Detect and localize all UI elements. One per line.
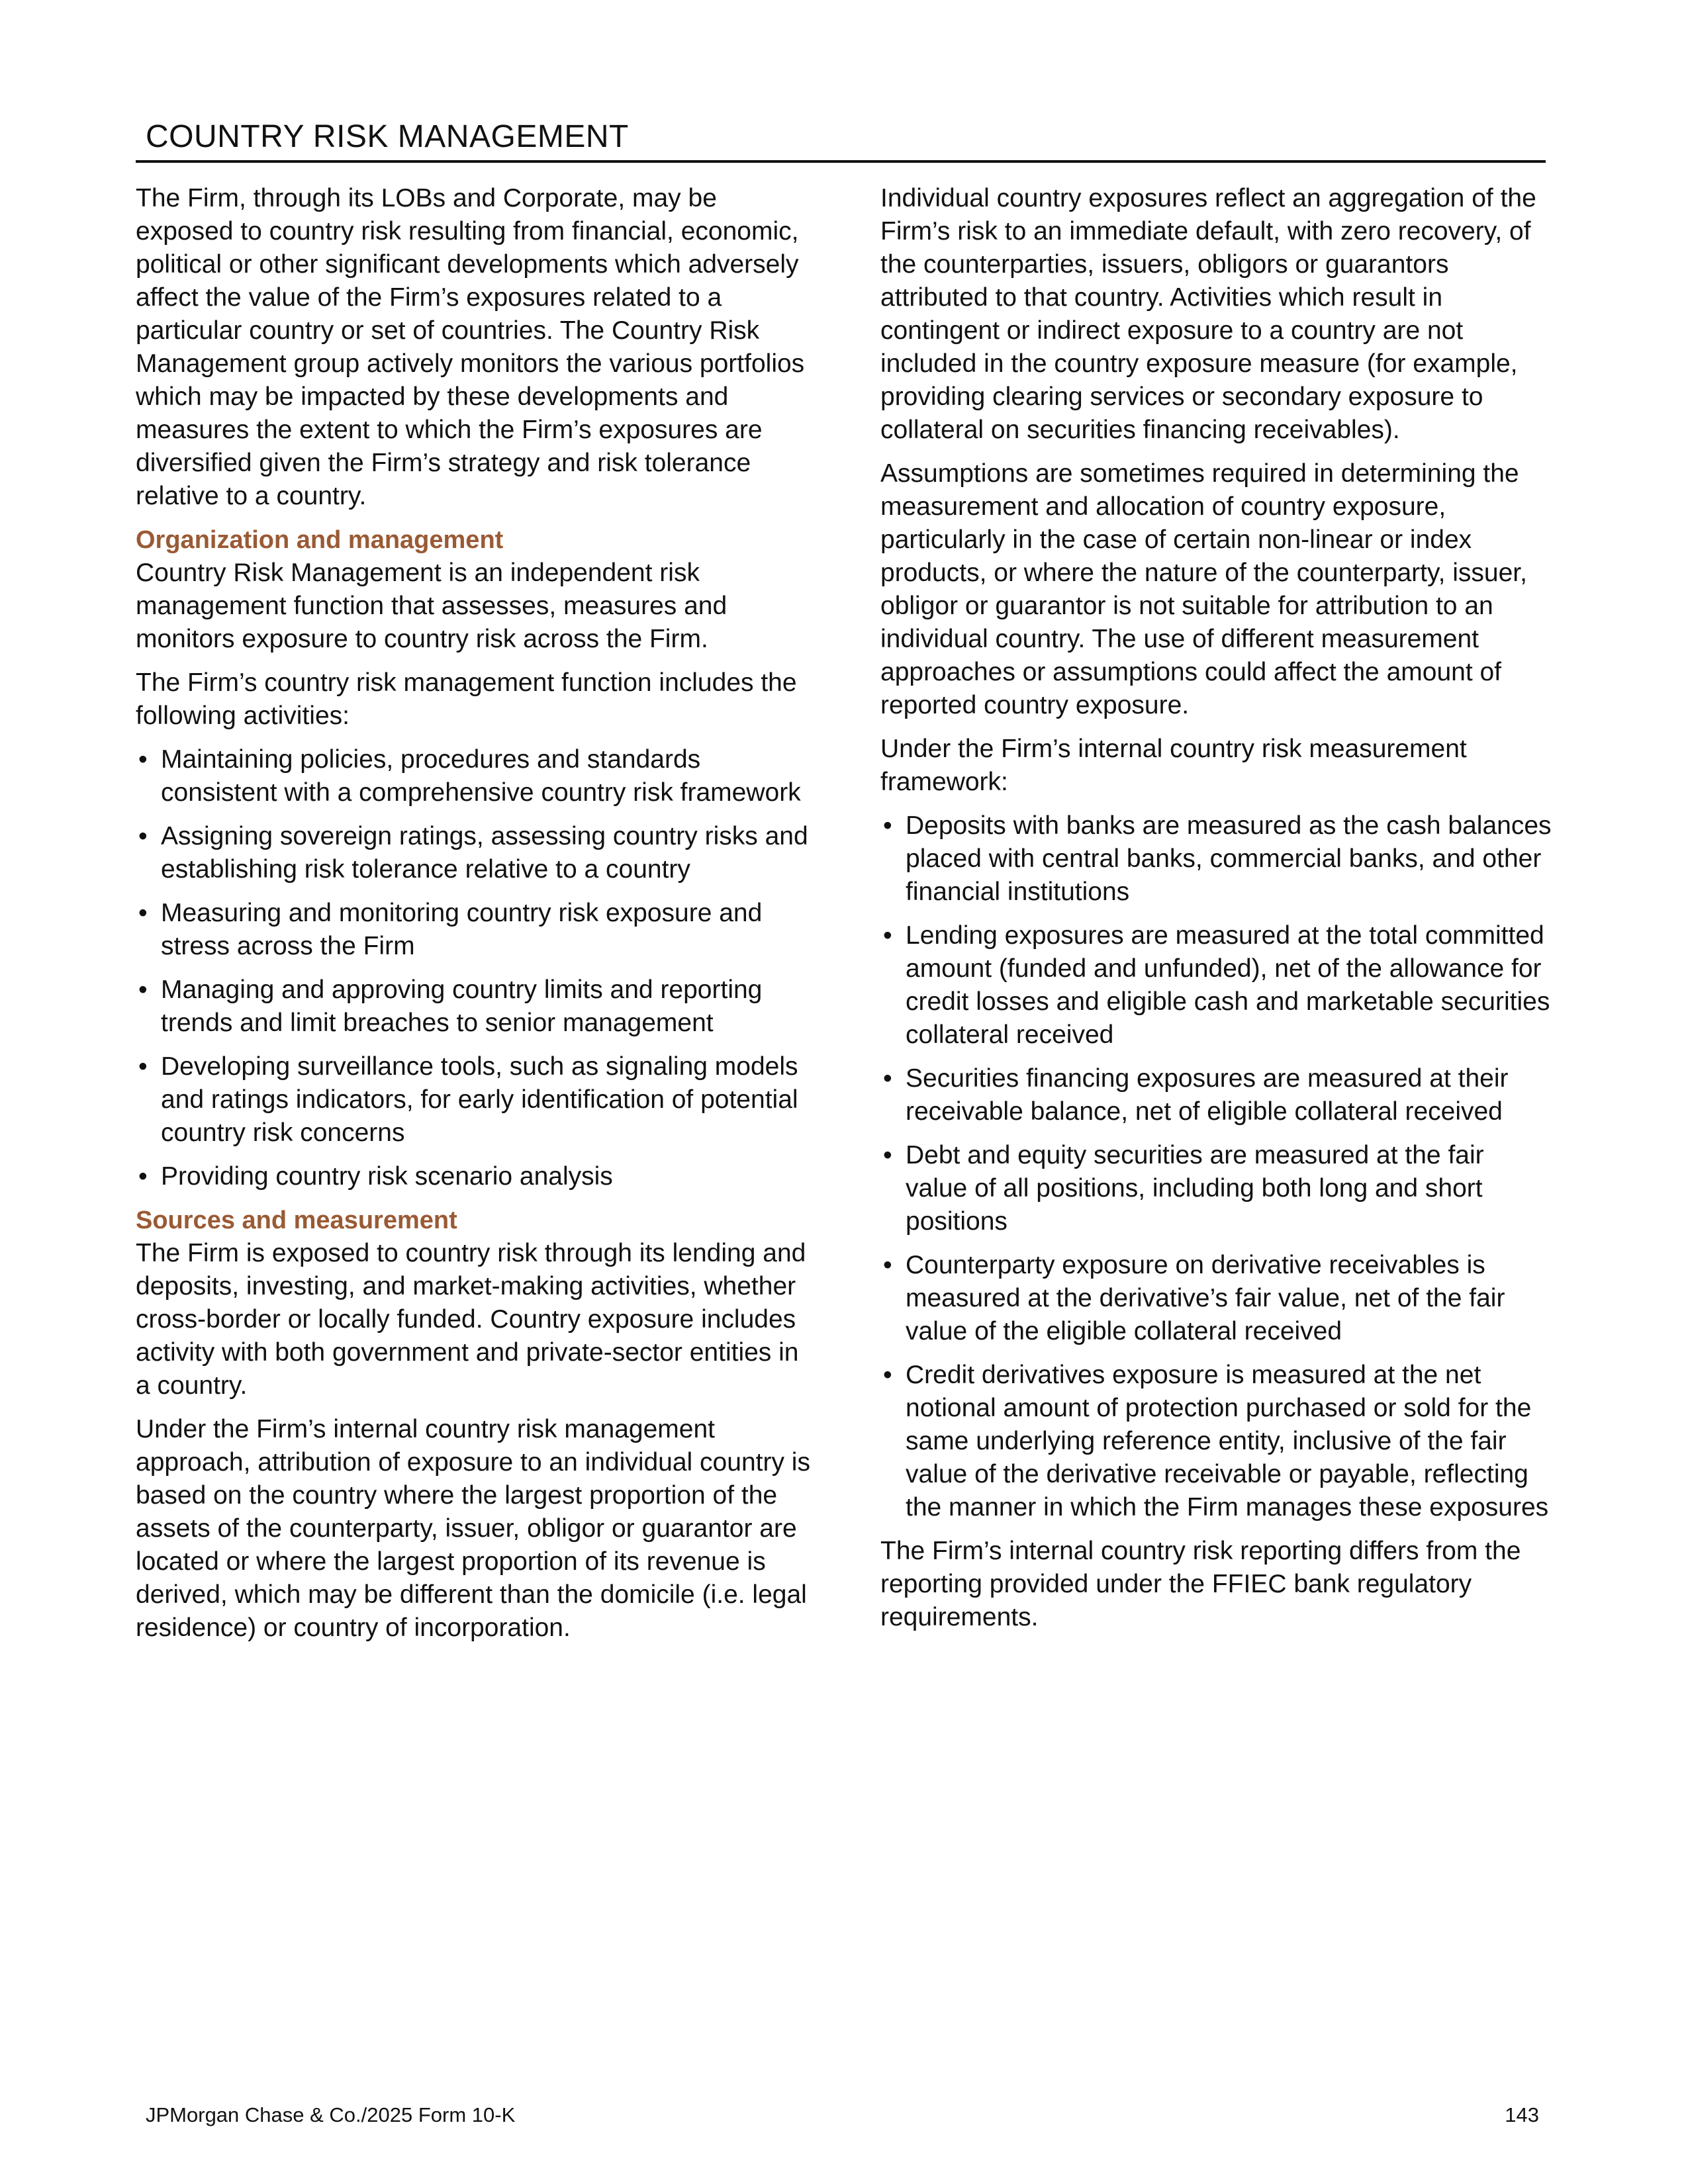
list-item (136, 897, 811, 963)
list-item-text: Deposits with banks are measured as the cash balances placed with central banks, commercial banks, and other financial institutions (906, 811, 1552, 906)
bullet-icon: • (138, 745, 148, 774)
list-item (136, 1160, 811, 1193)
list-item (136, 974, 811, 1040)
activities-intro-paragraph: The Firm’s country risk management function includes the following activities: (136, 668, 797, 730)
list-item (880, 1139, 1552, 1238)
bullet-icon: • (883, 1141, 892, 1169)
bullet-icon: • (138, 822, 148, 850)
page-title: COUNTRY RISK MANAGEMENT (146, 119, 629, 154)
footer-document-title: JPMorgan Chase & Co./2025 Form 10-K (146, 2103, 516, 2126)
list-item (880, 1062, 1552, 1128)
right-column (880, 182, 1552, 1645)
section-heading-organization: Organization and management (136, 526, 504, 554)
list-item-text: Maintaining policies, procedures and standards consistent with a comprehensive country risk framework (161, 745, 801, 807)
list-item-text: Lending exposures are measured at the total committed amount (funded and unfunded), net of the allowance for credit losses and eligible cash and marketable securities collateral received (906, 921, 1550, 1049)
list-item (880, 919, 1552, 1052)
list-item (136, 1050, 811, 1150)
bullet-icon: • (883, 811, 892, 840)
bullet-icon: • (138, 899, 148, 927)
list-item-text: Assigning sovereign ratings, assessing country risks and establishing risk tolerance relative to a country (161, 822, 808, 884)
list-item (880, 809, 1552, 909)
bullet-icon: • (883, 1064, 892, 1093)
framework-intro-paragraph: Under the Firm’s internal country risk measurement framework: (880, 735, 1467, 796)
intro-paragraph: The Firm, through its LOBs and Corporate, may be exposed to country risk resulting from financial, economic, political or other significant developments which adversely affect the value of the Firm’s exposures related to a particular country or set of countries. The Country Risk Management group actively monitors the various portfolios which may be impacted by these developments and measures the extent to which the Firm’s exposures are diversified given the Firm’s strategy and risk tolerance relative to a country. (136, 184, 805, 510)
list-item-text: Managing and approving country limits and reporting trends and limit breaches to senior management (161, 976, 763, 1037)
sources-paragraph: The Firm is exposed to country risk through its lending and deposits, investing, and market-making activities, whether cross-border or locally funded. Country exposure includes activity with both government and private-sector entities in a country. (136, 1239, 806, 1400)
individual-exposures-paragraph: Individual country exposures reflect an aggregation of the Firm’s risk to an immediate default, with zero recovery, of the counterparties, issuers, obligors or guarantors attributed to that country. Activities which result in contingent or indirect exposure to a country are not included in the country exposure measure (for example, providing clearing services or secondary exposure to collateral on securities financing receivables). (880, 184, 1536, 444)
page-header (136, 118, 1546, 163)
list-item-text: Measuring and monitoring country risk exposure and stress across the Firm (161, 899, 763, 960)
bullet-icon: • (883, 1251, 892, 1279)
list-item (136, 743, 811, 809)
list-item-text: Developing surveillance tools, such as signaling models and ratings indicators, for early identification of potential country risk concerns (161, 1052, 798, 1147)
list-item (136, 820, 811, 886)
bullet-icon: • (883, 1361, 892, 1389)
list-item (880, 1249, 1552, 1348)
list-item (880, 1359, 1552, 1524)
closing-paragraph: The Firm’s internal country risk reporting differs from the reporting provided under the FFIEC bank regulatory requirements. (880, 1537, 1521, 1631)
activities-list (136, 743, 811, 1193)
bullet-icon: • (138, 976, 148, 1004)
bullet-icon: • (138, 1162, 148, 1191)
attribution-paragraph: Under the Firm’s internal country risk management approach, attribution of exposure to an individual country is based on the country where the largest proportion of the assets of the counterparty, issuer, obligor or guarantor are located or where the largest proportion of its revenue is derived, which may be different than the domicile (i.e. legal residence) or country of incorporation. (136, 1415, 810, 1642)
page-number: 143 (1505, 2103, 1539, 2126)
list-item-text: Securities financing exposures are measured at their receivable balance, net of eligible collateral received (906, 1064, 1509, 1126)
list-item-text: Counterparty exposure on derivative receivables is measured at the derivative’s fair value, net of the fair value of the eligible collateral received (906, 1251, 1505, 1345)
left-column (136, 182, 811, 1655)
list-item-text: Credit derivatives exposure is measured at the net notional amount of protection purchased or sold for the same underlying reference entity, inclusive of the fair value of the derivative receivable or payable, reflecting the manner in which the Firm manages these exposures (906, 1361, 1549, 1522)
organization-paragraph: Country Risk Management is an independent risk management function that assesses, measures and monitors exposure to country risk across the Firm. (136, 559, 727, 653)
assumptions-paragraph: Assumptions are sometimes required in determining the measurement and allocation of country exposure, particularly in the case of certain non-linear or index products, or where the nature of the counterparty, issuer, obligor or guarantor is not suitable for attribution to an individual country. The use of different measurement approaches or assumptions could affect the amount of reported country exposure. (880, 459, 1527, 719)
bullet-icon: • (883, 921, 892, 950)
list-item-text: Debt and equity securities are measured at the fair value of all positions, including both long and short positions (906, 1141, 1484, 1236)
bullet-icon: • (138, 1052, 148, 1081)
framework-list (880, 809, 1552, 1524)
list-item-text: Providing country risk scenario analysis (161, 1162, 613, 1191)
section-heading-sources: Sources and measurement (136, 1206, 457, 1234)
